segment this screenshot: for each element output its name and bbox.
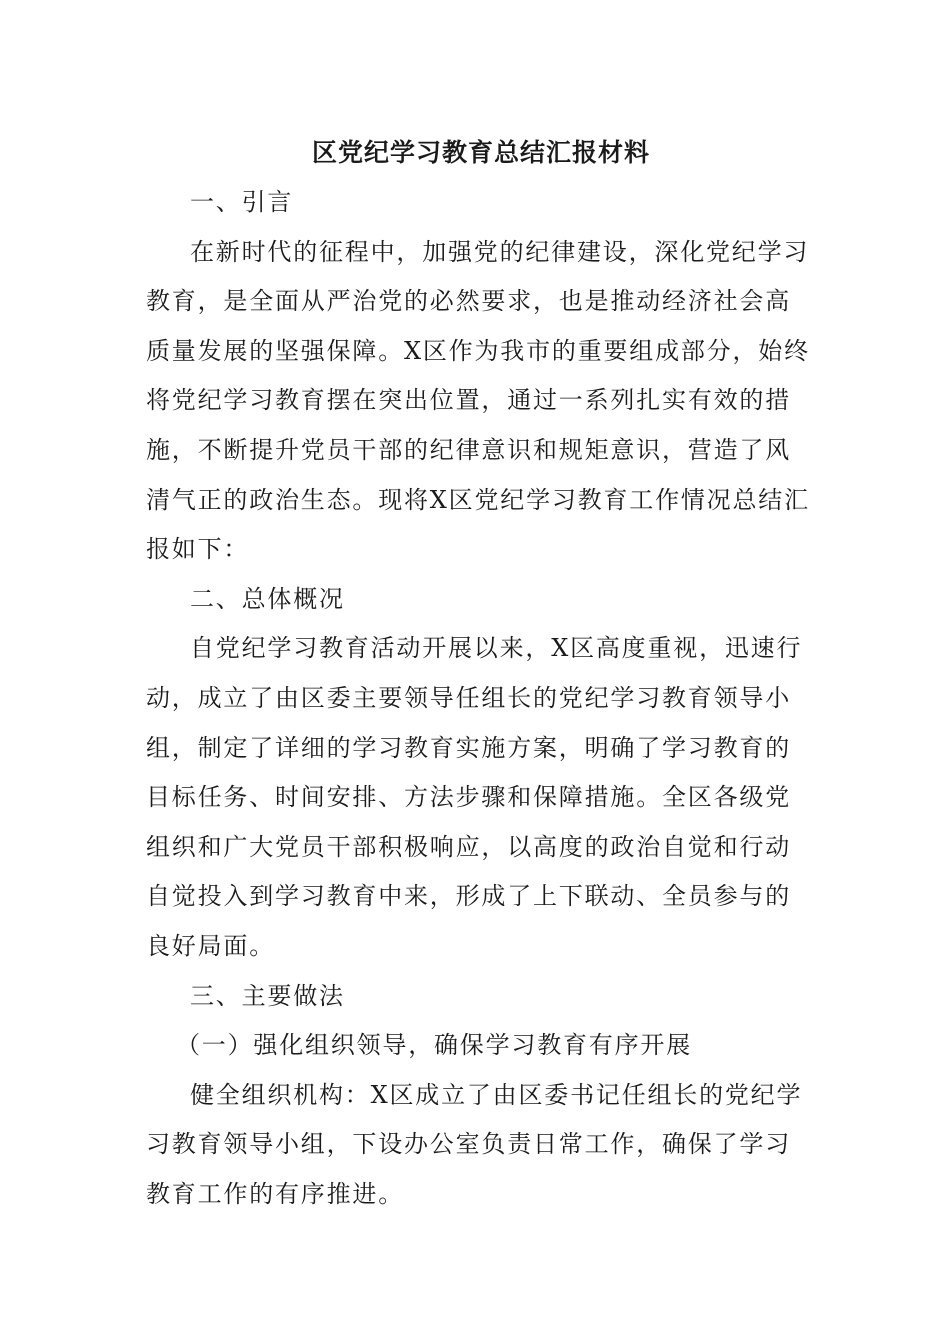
document-title: 区党纪学习教育总结汇报材料	[311, 138, 650, 167]
intro-line: 质量发展的坚强保障。X区作为我市的重要组成部分，始终	[146, 336, 810, 365]
section-heading-overview: 二、总体概况	[190, 584, 345, 613]
overview-line: 良好局面。	[146, 931, 275, 960]
section-heading-practices: 三、主要做法	[190, 981, 345, 1010]
intro-line: 报如下：	[146, 535, 250, 564]
intro-line: 将党纪学习教育摆在突出位置，通过一系列扎实有效的措	[146, 386, 791, 415]
overview-line: 自党纪学习教育活动开展以来，X区高度重视，迅速行	[190, 634, 803, 663]
intro-line: 在新时代的征程中，加强党的纪律建设，深化党纪学习	[190, 237, 810, 266]
section-heading-intro: 一、引言	[190, 188, 294, 216]
practices-line: 健全组织机构：X区成立了由区委书记任组长的党纪学	[190, 1080, 803, 1109]
overview-line: 目标任务、时间安排、方法步骤和保障措施。全区各级党	[146, 783, 791, 812]
overview-line: 动，成立了由区委主要领导任组长的党纪学习教育领导小	[146, 683, 791, 712]
overview-line: 自觉投入到学习教育中来，形成了上下联动、全员参与的	[146, 882, 791, 911]
overview-line: 组织和广大党员干部积极响应，以高度的政治自觉和行动	[146, 832, 791, 861]
intro-line: 施，不断提升党员干部的纪律意识和规矩意识，营造了风	[146, 435, 791, 464]
subsection-heading: （一）强化组织领导，确保学习教育有序开展	[176, 1031, 692, 1060]
intro-line: 清气正的政治生态。现将X区党纪学习教育工作情况总结汇	[146, 485, 810, 514]
practices-line: 习教育领导小组，下设办公室负责日常工作，确保了学习	[146, 1130, 791, 1159]
overview-line: 组，制定了详细的学习教育实施方案，明确了学习教育的	[146, 733, 791, 762]
intro-line: 教育，是全面从严治党的必然要求，也是推动经济社会高	[146, 287, 791, 316]
practices-line: 教育工作的有序推进。	[146, 1179, 404, 1208]
document-body	[146, 128, 810, 1219]
